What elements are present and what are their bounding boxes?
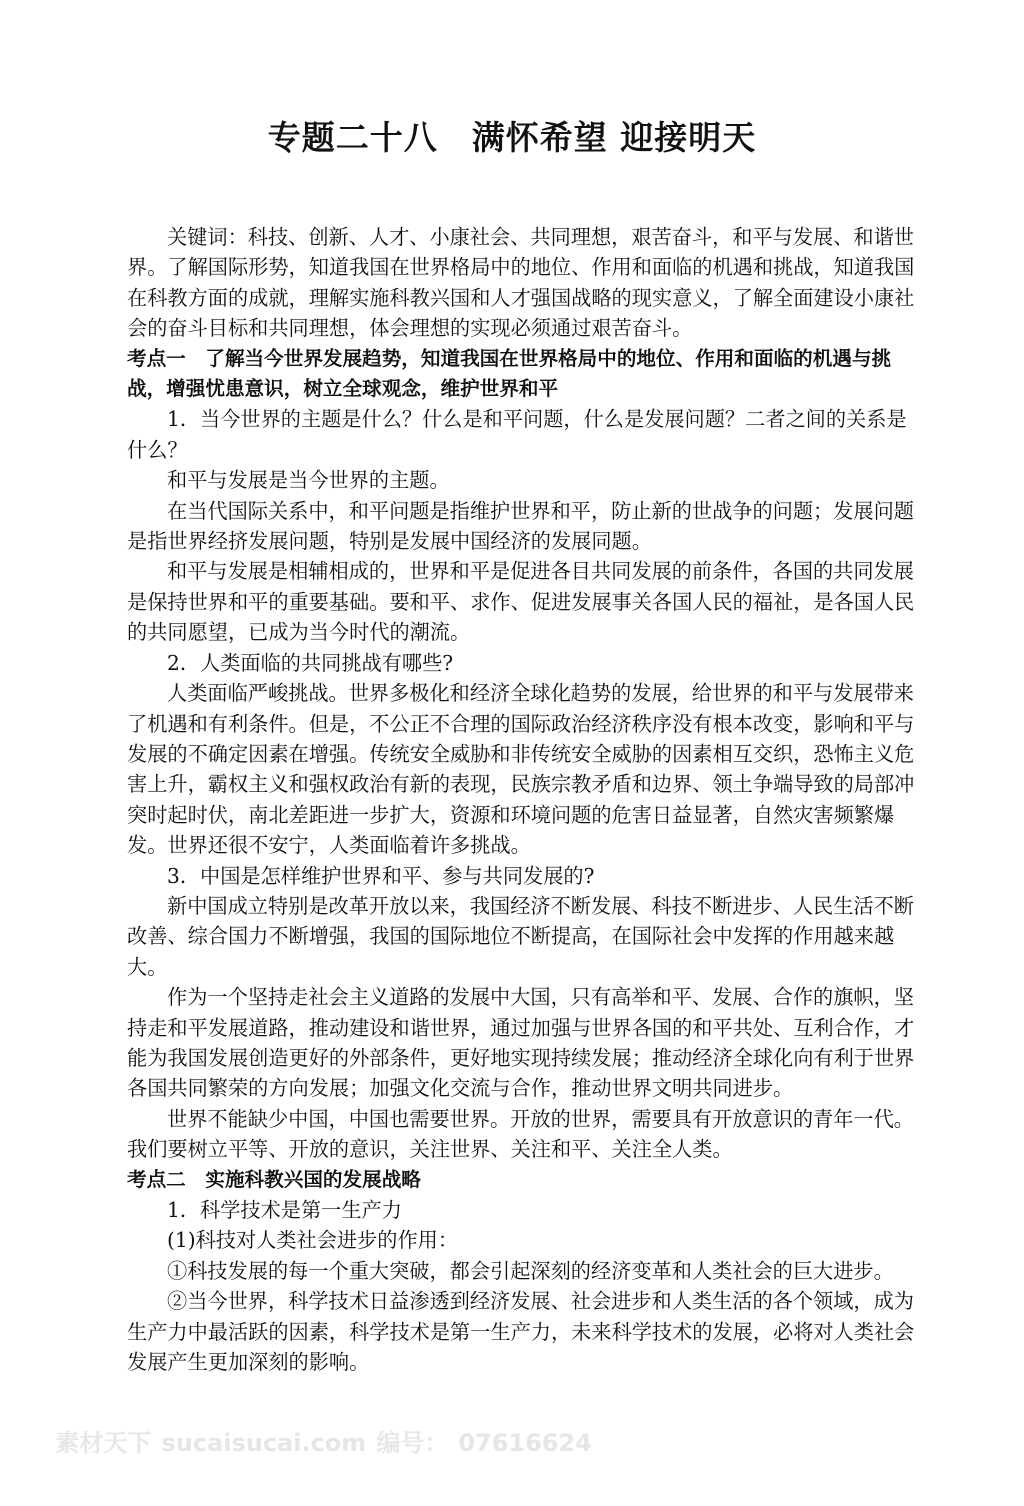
- question-2: 2．人类面临的共同挑战有哪些?: [167, 650, 454, 675]
- paragraph: 作为一个坚持走社会主义道路的发展中大国，只有高举和平、发展、合作的旗帜，坚持走和平发展道路，推动建设和谐世界，通过加强与世界各国的和平共处、互利合作，才能为我国发展创造更好的外部条件，更好地实现持续发展；推动经济全球化向有利于世界各国共同繁荣的方向发展；加强文化交流与合作，推动世界文明共同进步。: [127, 985, 915, 1101]
- list-item: ①科技发展的每一个重大突破，都会引起深刻的经济变革和人类社会的巨大进步。: [167, 1258, 894, 1283]
- paragraph: 和平与发展是相辅相成的，世界和平是促进各目共同发展的前条件，各国的共同发展是保持世界和平的重要基础。要和平、求作、促进发展事关各国人民的福祉，是各国人民的共同愿望，已成为当今时代的潮流。: [127, 559, 915, 645]
- paragraph: 新中国成立特别是改革开放以来，我国经济不断发展、科技不断进步、人民生活不断改善、综合国力不断增强，我国的国际地位不断提高，在国际社会中发挥的作用越来越大。: [127, 893, 914, 979]
- paragraph: 和平与发展是当今世界的主题。: [167, 468, 450, 493]
- watermark-id-value: 07616624: [458, 1429, 592, 1457]
- list-item: ②当今世界，科学技术日益渗透到经济发展、社会进步和人类生活的各个领域，成为生产力中最活跃的因素，科学技术是第一生产力，未来科学技术的发展，必将对人类社会发展产生更加深刻的影响。: [127, 1289, 915, 1375]
- paragraph: 在当代国际关系中，和平问题是指维护世界和平，防止新的世战争的问题；发展问题是指世界经挤发展问题，特别是发展中国经济的发展同题。: [127, 498, 914, 554]
- question-1: 1．科学技术是第一生产力: [167, 1198, 402, 1222]
- paragraph: 世界不能缺少中国，中国也需要世界。开放的世界，需要具有开放意识的青年一代。我们要树立平等、开放的意识，关注世界、关注和平、关注全人类。: [127, 1106, 914, 1162]
- watermark-id-label: 编号：: [376, 1429, 449, 1457]
- section-heading-1: 考点一 了解当今世界发展趋势，知道我国在世界格局中的地位、作用和面临的机遇与挑战，增强忧患意识，树立全球观念，维护世界和平: [127, 346, 892, 401]
- sub-heading: (1)科技对人类社会进步的作用：: [167, 1228, 459, 1253]
- document-body: [127, 222, 917, 1408]
- question-1: 1．当今世界的主题是什么？什么是和平问题，什么是发展问题？二者之间的关系是什么？: [127, 407, 907, 462]
- question-3: 3．中国是怎样维护世界和平、参与共同发展的?: [167, 863, 595, 888]
- paragraph: 人类面临严峻挑战。世界多极化和经济全球化趋势的发展，给世界的和平与发展带来了机遇和有利条件。但是，不公正不合理的国际政治经济秩序没有根本改变，影响和平与发展的不确定因素在增强。传统安全威胁和非传统安全威胁的因素相互交织，恐怖主义危害上升，霸权主义和强权政治有新的表现，民族宗教矛盾和边界、领土争端导致的局部冲突时起时伏，南北差距进一步扩大，资源和环境问题的危害日益显著，自然灾害频繁爆发。世界还很不安宁，人类面临着许多挑战。: [127, 681, 915, 858]
- watermark-site-url: sucaisucai.com: [161, 1429, 367, 1457]
- watermark-site-cn: 素材天下: [55, 1429, 152, 1457]
- keywords-paragraph: 关键词：科技、创新、人才、小康社会、共同理想，艰苦奋斗，和平与发展、和谐世界。了解国际形势，知道我国在世界格局中的地位、作用和面临的机遇和挑战，知道我国在科教方面的成就，理解实施科教兴国和人才强国战略的现实意义，了解全面建设小康社会的奋斗目标和共同理想，体会理想的实现必须通过艰苦奋斗。: [127, 225, 915, 341]
- section-heading-2: 考点二 实施科教兴国的发展战略: [127, 1167, 421, 1191]
- page-title: 专题二十八 满怀希望 迎接明天: [267, 118, 757, 157]
- watermark-banner: [0, 1380, 1024, 1457]
